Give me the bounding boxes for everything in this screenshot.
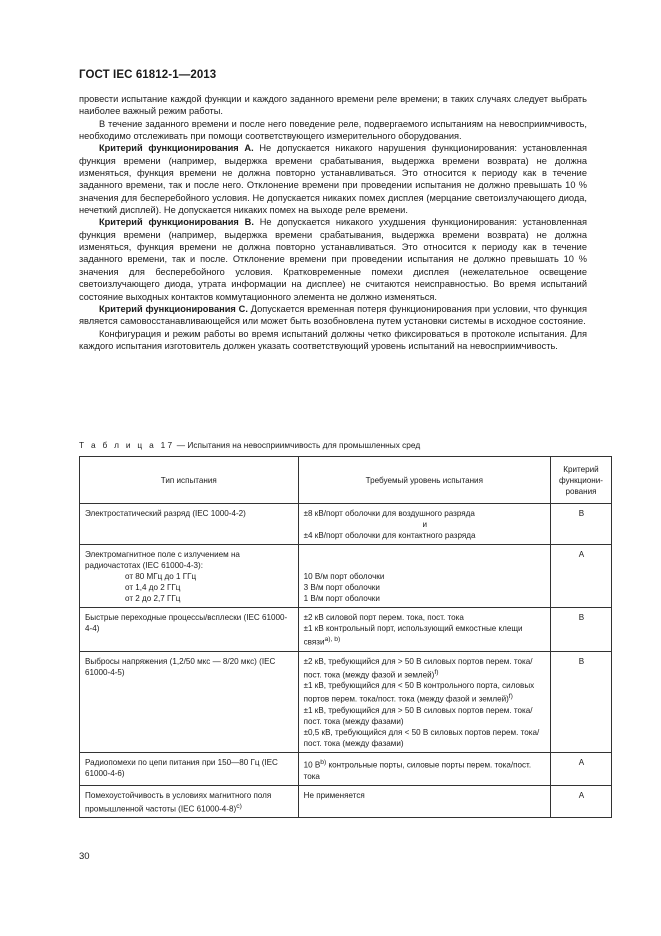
column-header-level: Требуемый уровень испытания — [298, 457, 550, 504]
cell-text: 10 В — [303, 760, 321, 770]
footnote-ref: f) — [434, 668, 439, 676]
cell-text-with-note — [304, 623, 546, 648]
paragraph-criterion-a — [79, 142, 587, 216]
cell-text-with-note — [85, 790, 294, 815]
cell-level — [298, 651, 550, 752]
body-text — [79, 93, 587, 352]
cell-text: Помехоустойчивость в условиях магнитного поля промышленной частоты (IEC 61000-4-8) — [85, 790, 272, 814]
cell-text: ±4 кВ/порт оболочки для контактного разряда — [303, 531, 476, 540]
cell-text-with-note — [304, 680, 546, 705]
cell-criterion: A — [551, 545, 612, 608]
cell-level — [298, 753, 550, 786]
table-header-row — [80, 457, 612, 504]
table-caption-label: Т а б л и ц а 17 — [79, 440, 175, 450]
cell-text: Электромагнитное поле с излучением на радиочастотах (IEC 61000-4-3): — [85, 550, 240, 570]
criterion-a-lead: Критерий функционирования А. — [99, 143, 254, 154]
table-row — [80, 608, 612, 652]
cell-criterion: A — [551, 753, 612, 786]
cell-text: ±1 кВ контрольный порт, использующий емкостные клещи связи — [303, 624, 523, 647]
table-row — [80, 504, 612, 545]
cell-criterion: B — [551, 651, 612, 752]
column-header-type: Тип испытания — [80, 457, 299, 504]
paragraph-text: Допускается временная потеря функционирования при условии, что функция является самовосстанавливающейся или может быть возобновлена путем установки системы в исходное состояние. — [79, 303, 587, 327]
document-header: ГОСТ IEC 61812-1—2013 — [79, 69, 217, 81]
cell-type — [80, 545, 299, 608]
cell-type — [80, 753, 299, 786]
table-row — [80, 785, 612, 818]
cell-criterion: B — [551, 504, 612, 545]
table-caption — [79, 440, 420, 450]
column-header-criterion: Критерий функциони-рования — [551, 457, 612, 504]
criterion-c-lead: Критерий функционирования С. — [99, 303, 248, 314]
cell-text: Электростатический разряд (IEC 1000-4-2) — [85, 509, 246, 518]
cell-type — [80, 608, 299, 652]
criterion-b-lead: Критерий функционирования В. — [99, 217, 254, 228]
cell-text: ±2 кВ силовой порт перем. тока, пост. тока — [303, 613, 464, 622]
paragraph: провести испытание каждой функции и каждого заданного времени реле времени; в таких случаях следует выбрать наиболее важный режим работы. — [79, 94, 587, 117]
cell-text: ±0,5 кВ, требующийся для < 50 В силовых портов перем. тока/пост. тока (между фазами) — [303, 728, 540, 749]
cell-type — [80, 504, 299, 545]
cell-text: от 2 до 2,7 ГГц — [125, 594, 181, 603]
footnote-ref: c) — [236, 802, 242, 810]
cell-text: Радиопомехи по цепи питания при 150—80 Гц (IEC 61000-4-6) — [85, 758, 278, 779]
page-number: 30 — [79, 851, 90, 862]
paragraph-text: Не допускается никакого нарушения функционирования: установленная функция времени (например, выдержка времени срабатывания, выдержка времени возврата) не должна изменяться, функция времени не должна повторно устанавливаться. Это относится к периоду как в течение заданного времени, так и после него. Отклонение времени при проведении испытания не должно превышать 10 % значения для бесперебойного условия. Не допускается никаких помех дисплея (мерцание светоизлучающего диода, нечеткий дисплей). Не допускается никаких помех на выходе реле времени. — [79, 143, 587, 216]
cell-criterion: A — [551, 785, 612, 818]
cell-text-with-note — [304, 757, 546, 782]
paragraph-criterion-b — [79, 216, 587, 302]
cell-text: от 80 МГц до 1 ГГц — [125, 572, 197, 581]
footnote-ref: b) — [320, 759, 327, 767]
cell-text: Не применяется — [303, 790, 365, 800]
paragraph: Конфигурация и режим работы во время испытаний должны четко фиксироваться в протоколе испытания. Для каждого испытания изготовитель должен указать соответствующий уровень испытаний на невосприимчивость. — [79, 328, 587, 351]
cell-text: ±1 кВ, требующийся для < 50 В контрольного порта, силовых портов перем. тока/пост. тока (между фазой и землей) — [303, 681, 535, 705]
footnote-ref: f) — [508, 693, 513, 701]
cell-level — [298, 504, 550, 545]
paragraph-criterion-c — [79, 303, 587, 328]
paragraph-text: Не допускается никакого ухудшения функционирования: установленная функция времени (например, выдержка времени срабатывания, выдержка времени возврата) не должна изменяться, функция времени не должна повторно устанавливаться. Это относится к периоду как в течение заданного времени, так и после. Отклонение времени при проведении испытания не должно превышать 10 % значения для бесперебойного условия. Кратковременные помехи дисплея (нежелательное освещение светоизлучающего диода, утрата информации на дисплее) не считаются неисправностью. Во время испытаний состояние выходных контактов коммутационного элемента не должно изменяться. — [79, 217, 587, 302]
cell-text: 1 В/м порт оболочки — [303, 594, 380, 603]
cell-level — [298, 545, 550, 608]
cell-text: ±2 кВ, требующийся для > 50 В силовых портов перем. тока/пост. тока (между фазой и землей) — [303, 656, 533, 680]
cell-text: от 1,4 до 2 ГГц — [125, 583, 181, 592]
cell-type — [80, 651, 299, 752]
cell-level — [298, 785, 550, 818]
cell-text: Быстрые переходные процессы/всплески (IEC 61000-4-4) — [85, 613, 288, 633]
cell-criterion: B — [551, 608, 612, 652]
footnote-ref: a), b) — [324, 636, 341, 643]
table-caption-text: — Испытания на невосприимчивость для промышленных сред — [174, 440, 421, 450]
table-row — [80, 545, 612, 608]
cell-text: ±1 кВ, требующийся для > 50 В силовых портов перем. тока/пост. тока (между фазами) — [303, 706, 533, 727]
cell-text-with-note — [304, 656, 546, 681]
paragraph: В течение заданного времени и после него поведение реле, подвергаемого испытаниям на невосприимчивость, необходимо отслеживать при помощи соответствующего измерительного оборудования. — [79, 118, 587, 142]
cell-text: 3 В/м порт оболочки — [303, 583, 380, 592]
immunity-tests-table — [79, 456, 612, 818]
cell-text: и — [422, 520, 428, 529]
cell-text: Выбросы напряжения (1,2/50 мкс — 8/20 мкс) (IEC 61000-4-5) — [85, 656, 276, 677]
cell-text: контрольные порты, силовые порты перем. тока/пост. тока — [303, 760, 532, 781]
cell-text: 10 В/м порт оболочки — [303, 572, 385, 581]
cell-level — [298, 608, 550, 652]
table-row — [80, 753, 612, 786]
cell-type — [80, 785, 299, 818]
table-row — [80, 651, 612, 752]
cell-text: ±8 кВ/порт оболочки для воздушного разряда — [303, 509, 475, 518]
